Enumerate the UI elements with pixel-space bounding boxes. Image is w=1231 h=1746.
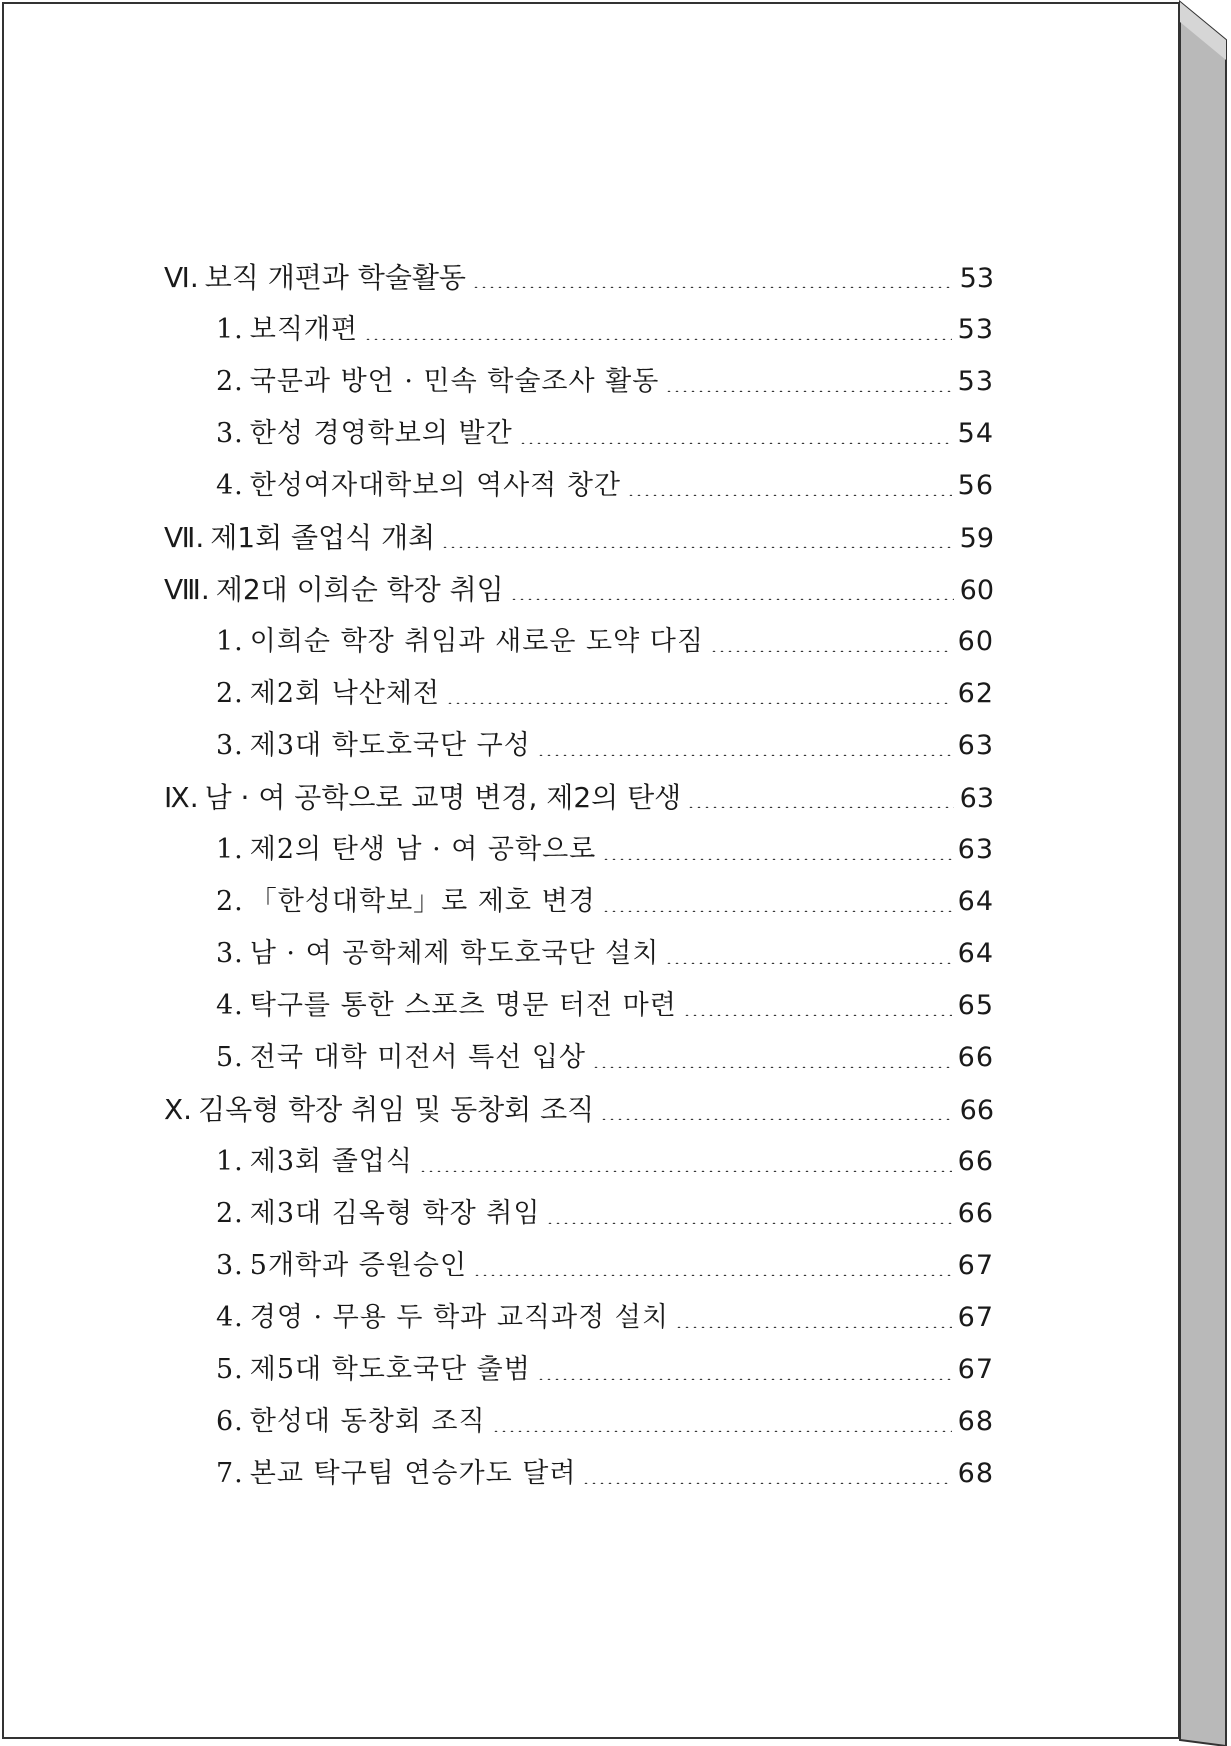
toc-entry-number: 3.: [216, 1250, 244, 1281]
toc-page-number: 56: [957, 470, 994, 501]
toc-section-entry: [164, 252, 994, 304]
toc-entry-number: Ⅶ.: [164, 521, 205, 554]
toc-item-entry: [164, 980, 994, 1032]
toc-entry-number: 5.: [216, 1354, 244, 1385]
table-of-contents: [164, 252, 994, 1500]
toc-page-number: 63: [957, 730, 994, 761]
dot-leader: [600, 1118, 953, 1120]
dot-leader: [627, 494, 952, 496]
dot-leader: [537, 1378, 952, 1380]
toc-entry-title: 탁구를 통한 스포츠 명문 터전 마련: [249, 990, 677, 1021]
toc-item-entry: [164, 1448, 994, 1500]
toc-page-number: 53: [957, 366, 994, 397]
dot-leader: [710, 650, 952, 652]
dot-leader: [665, 390, 951, 392]
toc-page-number: 60: [957, 626, 994, 657]
toc-item-entry: [164, 616, 994, 668]
toc-page-number: 53: [957, 314, 994, 345]
toc-entry-title: 제2대 이희순 학장 취임: [215, 573, 504, 606]
toc-entry-title: 「한성대학보」로 제호 변경: [249, 886, 596, 917]
toc-entry-number: 2.: [216, 678, 244, 709]
toc-page-number: 66: [957, 1198, 994, 1229]
toc-entry-number: 4.: [216, 1302, 244, 1333]
dot-leader: [602, 910, 952, 912]
toc-page-number: 54: [957, 418, 994, 449]
toc-item-entry: [164, 1292, 994, 1344]
toc-page-number: 62: [957, 678, 994, 709]
toc-page-number: 64: [957, 938, 994, 969]
toc-section-entry: [164, 772, 994, 824]
toc-section-entry: [164, 564, 994, 616]
dot-leader: [510, 598, 954, 600]
toc-item-entry: [164, 928, 994, 980]
dot-leader: [472, 286, 954, 288]
toc-entry-title: 한성 경영학보의 발간: [249, 418, 513, 449]
toc-page-number: 64: [957, 886, 994, 917]
toc-entry-number: 2.: [216, 1198, 244, 1229]
toc-page-number: 65: [957, 990, 994, 1021]
toc-entry-title: 제3회 졸업식: [249, 1146, 413, 1177]
toc-page: [2, 2, 1180, 1739]
toc-page-number: 68: [957, 1406, 994, 1437]
toc-entry-number: 2.: [216, 886, 244, 917]
toc-entry-number: 4.: [216, 470, 244, 501]
toc-entry-number: 1.: [216, 834, 244, 865]
toc-entry-title: 한성대 동창회 조직: [249, 1406, 486, 1437]
toc-entry-number: Ⅵ.: [164, 261, 199, 294]
toc-entry-title: 본교 탁구팀 연승가도 달려: [249, 1458, 577, 1489]
dot-leader: [473, 1274, 952, 1276]
dot-leader: [364, 338, 952, 340]
toc-entry-title: 한성여자대학보의 역사적 창간: [249, 470, 621, 501]
toc-item-entry: [164, 1136, 994, 1188]
toc-entry-number: 1.: [216, 1146, 244, 1177]
toc-page-number: 67: [957, 1250, 994, 1281]
toc-entry-title: 보직개편: [249, 314, 359, 345]
toc-entry-number: 3.: [216, 730, 244, 761]
toc-entry-title: 국문과 방언 · 민속 학술조사 활동: [249, 366, 660, 397]
toc-item-entry: [164, 356, 994, 408]
toc-item-entry: [164, 1344, 994, 1396]
toc-page-number: 66: [959, 1095, 994, 1126]
toc-item-entry: [164, 1240, 994, 1292]
dot-leader: [683, 1014, 952, 1016]
dot-leader: [441, 546, 953, 548]
toc-entry-number: Ⅷ.: [164, 573, 210, 606]
toc-page-number: 68: [957, 1458, 994, 1489]
toc-entry-number: 3.: [216, 418, 244, 449]
dot-leader: [492, 1430, 952, 1432]
toc-item-entry: [164, 408, 994, 460]
toc-entry-number: 7.: [216, 1458, 244, 1489]
toc-entry-number: 3.: [216, 938, 244, 969]
dot-leader: [592, 1066, 952, 1068]
toc-entry-title: 제3대 김옥형 학장 취임: [249, 1198, 541, 1229]
toc-entry-title: 제1회 졸업식 개최: [210, 521, 436, 554]
toc-item-entry: [164, 304, 994, 356]
toc-page-number: 63: [957, 834, 994, 865]
toc-entry-title: 제2의 탄생 남 · 여 공학으로: [249, 834, 597, 865]
toc-entry-title: 남 · 여 공학체제 학도호국단 설치: [249, 938, 660, 969]
toc-entry-title: 제5대 학도호국단 출범: [249, 1354, 531, 1385]
toc-entry-number: 4.: [216, 990, 244, 1021]
dot-leader: [602, 858, 951, 860]
dot-leader: [419, 1170, 952, 1172]
dot-leader: [687, 806, 953, 808]
toc-entry-title: 이희순 학장 취임과 새로운 도약 다짐: [249, 626, 704, 657]
toc-entry-title: 경영 · 무용 두 학과 교직과정 설치: [249, 1302, 669, 1333]
toc-page-number: 60: [959, 575, 994, 606]
toc-item-entry: [164, 876, 994, 928]
toc-page-number: 59: [959, 523, 994, 554]
toc-section-entry: [164, 512, 994, 564]
toc-item-entry: [164, 720, 994, 772]
toc-page-number: 67: [957, 1354, 994, 1385]
toc-page-number: 53: [959, 263, 994, 294]
toc-page-number: 66: [957, 1146, 994, 1177]
toc-item-entry: [164, 668, 994, 720]
dot-leader: [665, 962, 951, 964]
dot-leader: [446, 702, 952, 704]
toc-entry-number: 5.: [216, 1042, 244, 1073]
toc-entry-title: 전국 대학 미전서 특선 입상: [249, 1042, 586, 1073]
toc-item-entry: [164, 460, 994, 512]
toc-entry-title: 김옥형 학장 취임 및 동창회 조직: [198, 1093, 595, 1126]
dot-leader: [519, 442, 952, 444]
dot-leader: [537, 754, 952, 756]
toc-item-entry: [164, 1396, 994, 1448]
toc-entry-title: 보직 개편과 학술활동: [204, 261, 466, 294]
toc-entry-number: 1.: [216, 626, 244, 657]
toc-entry-number: 6.: [216, 1406, 244, 1437]
dot-leader: [582, 1482, 951, 1484]
toc-entry-title: 제3대 학도호국단 구성: [249, 730, 531, 761]
dot-leader: [546, 1222, 951, 1224]
toc-entry-number: Ⅸ.: [164, 781, 199, 814]
toc-entry-title: 제2회 낙산체전: [249, 678, 441, 709]
toc-entry-number: Ⅹ.: [164, 1093, 193, 1126]
toc-page-number: 67: [957, 1302, 994, 1333]
toc-entry-number: 2.: [216, 366, 244, 397]
toc-item-entry: [164, 1188, 994, 1240]
toc-item-entry: [164, 824, 994, 876]
toc-entry-number: 1.: [216, 314, 244, 345]
toc-item-entry: [164, 1032, 994, 1084]
dot-leader: [675, 1326, 952, 1328]
toc-section-entry: [164, 1084, 994, 1136]
toc-entry-title: 남 · 여 공학으로 교명 변경, 제2의 탄생: [204, 781, 682, 814]
toc-page-number: 63: [959, 783, 994, 814]
toc-page-number: 66: [957, 1042, 994, 1073]
toc-entry-title: 5개학과 증원승인: [249, 1250, 468, 1281]
